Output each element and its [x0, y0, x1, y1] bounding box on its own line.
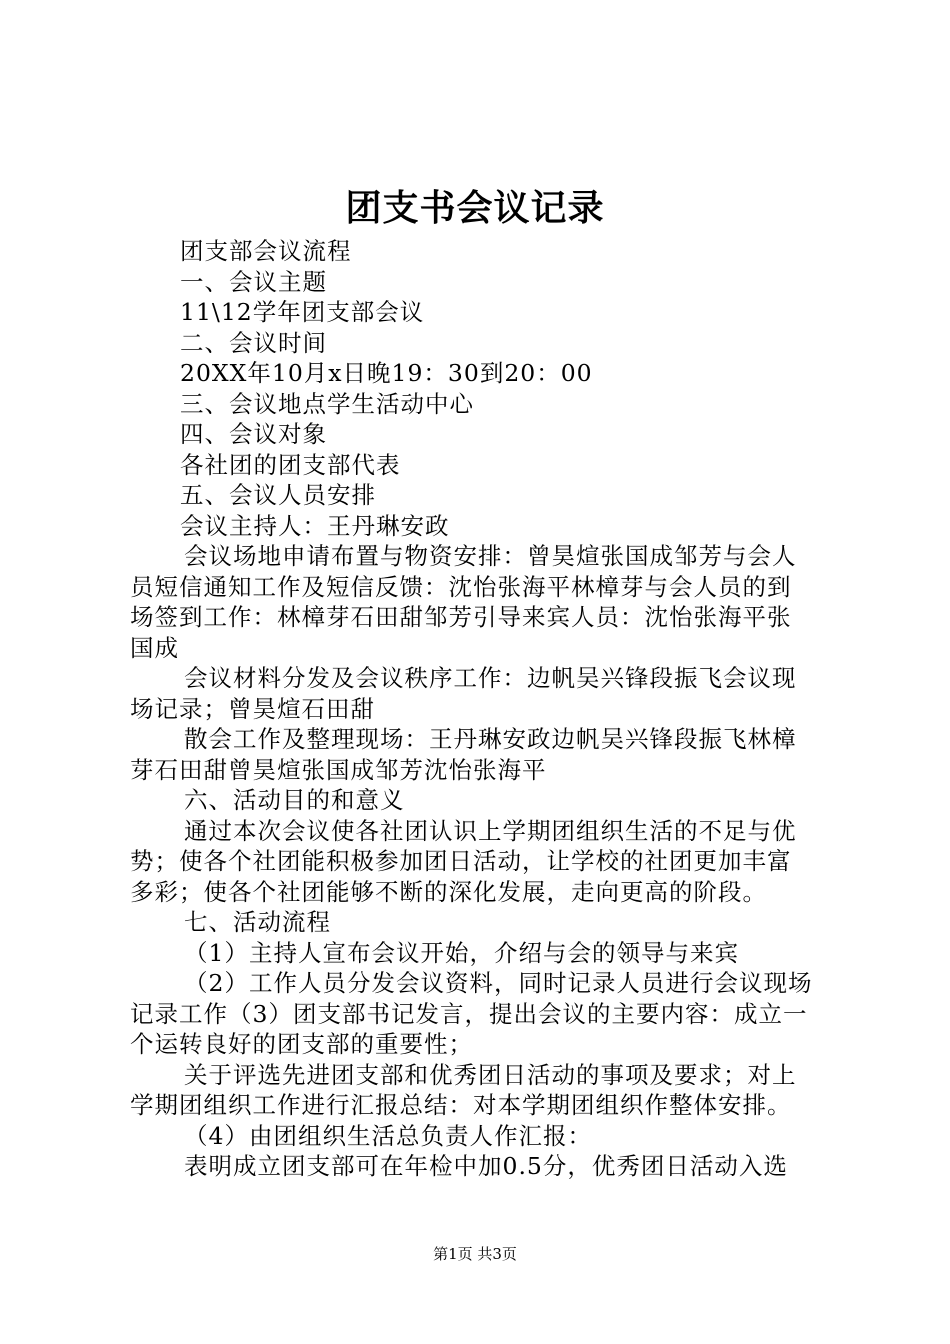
document-title: 团支书会议记录 — [345, 187, 605, 229]
paragraph-venue-arrangement — [130, 541, 832, 663]
paragraph-line: 散会工作及整理现场：王丹琳安政边帆吴兴锋段振飞林樟 — [184, 725, 797, 753]
heading-process: 七、活动流程 — [184, 908, 331, 936]
paragraph-cleanup — [130, 724, 832, 785]
paragraph-line: 会议场地申请布置与物资安排：曾昊煊张国成邹芳与会人 — [184, 542, 797, 570]
paragraph-line: 场签到工作：林樟芽石田甜邹芳引导来宾人员：沈怡张海平张 — [130, 603, 792, 631]
step-4: （4）由团组织生活总负责人作汇报： — [184, 1121, 592, 1150]
paragraph-line: 势；使各个社团能积极参加团日活动，让学校的社团更加丰富 — [130, 847, 792, 875]
line-host: 会议主持人：王丹琳安政 — [180, 511, 450, 540]
paragraph-evaluation — [130, 1060, 832, 1121]
heading-location: 三、会议地点学生活动中心 — [180, 389, 474, 418]
heading-time: 二、会议时间 — [180, 328, 327, 357]
paragraph-line: 员短信通知工作及短信反馈：沈怡张海平林樟芽与会人员的到 — [130, 572, 792, 601]
page-number-footer: 第1页 共3页 — [433, 1245, 517, 1263]
paragraph-line: 多彩；使各个社团能够不断的深化发展，走向更高的阶段。 — [130, 877, 767, 906]
paragraph-purpose — [130, 816, 832, 908]
paragraph-report — [130, 1151, 832, 1182]
paragraph-line: 学期团组织工作进行汇报总结：对本学期团组织作整体安排。 — [130, 1091, 792, 1119]
step-1: （1）主持人宣布会议开始，介绍与会的领导与来宾 — [184, 938, 739, 967]
paragraph-line: 记录工作（3）团支部书记发言，提出会议的主要内容：成立一 — [130, 999, 808, 1028]
paragraph-step-2-3 — [130, 968, 832, 1060]
line-meeting-flow: 团支部会议流程 — [180, 237, 352, 265]
paragraph-line: 芽石田甜曾昊煊张国成邹芳沈怡张海平 — [130, 755, 547, 784]
heading-purpose: 六、活动目的和意义 — [184, 786, 405, 814]
heading-topic: 一、会议主题 — [180, 267, 327, 296]
paragraph-line: 国成 — [130, 633, 179, 662]
paragraph-line: 表明成立团支部可在年检中加0.5分，优秀团日活动入选 — [184, 1152, 788, 1180]
paragraph-materials — [130, 663, 832, 724]
document-body — [130, 236, 832, 1182]
line-audience: 各社团的团支部代表 — [180, 450, 401, 479]
heading-audience: 四、会议对象 — [180, 420, 327, 448]
paragraph-line: （2）工作人员分发会议资料，同时记录人员进行会议现场 — [184, 969, 813, 997]
heading-staff: 五、会议人员安排 — [180, 481, 376, 509]
paragraph-line: 关于评选先进团支部和优秀团日活动的事项及要求；对上 — [184, 1060, 797, 1089]
paragraph-line: 通过本次会议使各社团认识上学期团组织生活的不足与优 — [184, 816, 797, 845]
paragraph-line: 场记录；曾昊煊石田甜 — [130, 694, 375, 723]
line-topic: 11\12学年团支部会议 — [180, 298, 425, 326]
paragraph-line: 个运转良好的团支部的重要性； — [130, 1030, 473, 1058]
paragraph-line: 会议材料分发及会议秩序工作：边帆吴兴锋段振飞会议现 — [184, 664, 797, 692]
line-time: 20XX年10月x日晚19：30到20：00 — [180, 359, 593, 387]
